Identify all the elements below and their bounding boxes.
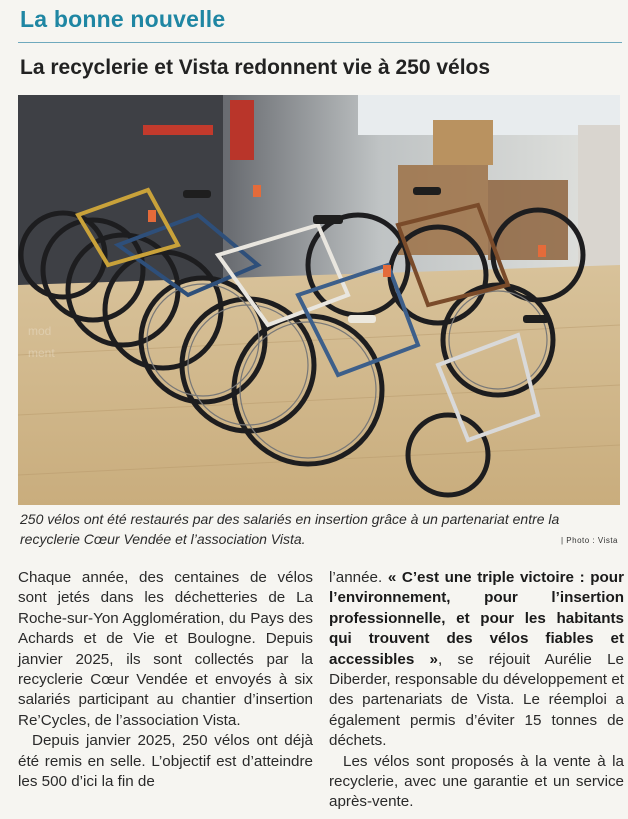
- bicycles-photo-illustration: [18, 95, 620, 505]
- pull-quote: « C’est une triple victoire : pour l’environnement, pour l’insertion professionnelle, et pour les habitants qui trouvent des vélos fiables et accessibles »: [329, 569, 624, 668]
- paragraph-text: l’année.: [329, 569, 388, 586]
- article-headline: La recyclerie et Vista redonnent vie à 250 vélos: [20, 56, 491, 79]
- svg-text:mod: mod: [28, 324, 52, 338]
- section-rubric: La bonne nouvelle: [20, 6, 226, 32]
- photo-credit: | Photo : Vista: [560, 536, 618, 545]
- rubric-divider: [18, 42, 622, 43]
- article-paragraph: Chaque année, des centaines de vélos sont jetés dans les déchetteries de La Roche-sur-Yon Agglomération, du Pays des Achards et de Vie et Boulogne. Depuis janvier 2025, ils sont collectés par la recyclerie Cœur Vendée et envoyés à six salariés participant au chantier d’insertion Re’Cycles, de l’association Vista.: [18, 569, 313, 729]
- article-paragraph: Les vélos sont proposés à la vente à la recyclerie, avec une garantie et un service après-vente.: [329, 752, 624, 811]
- article-paragraph: [329, 568, 624, 752]
- article-paragraph: Depuis janvier 2025, 250 vélos ont déjà été remis en selle. L’objectif est d’atteindre les 500 d’ici la fin de: [18, 732, 313, 791]
- article-column-right: [329, 568, 624, 813]
- article-photo: [18, 95, 620, 505]
- svg-text:ment: ment: [28, 346, 55, 360]
- photo-caption: 250 vélos ont été restaurés par des salariés en insertion grâce à un partenariat entre la recyclerie Cœur Vendée et l’association Vista.: [20, 511, 560, 547]
- paragraph-text: , se réjouit Aurélie Le Diberder, responsable du développement et des partenariats de Vista. Le réemploi a également permis d’éviter 15 tonnes de déchets.: [329, 650, 624, 750]
- article-column-left: [18, 568, 313, 792]
